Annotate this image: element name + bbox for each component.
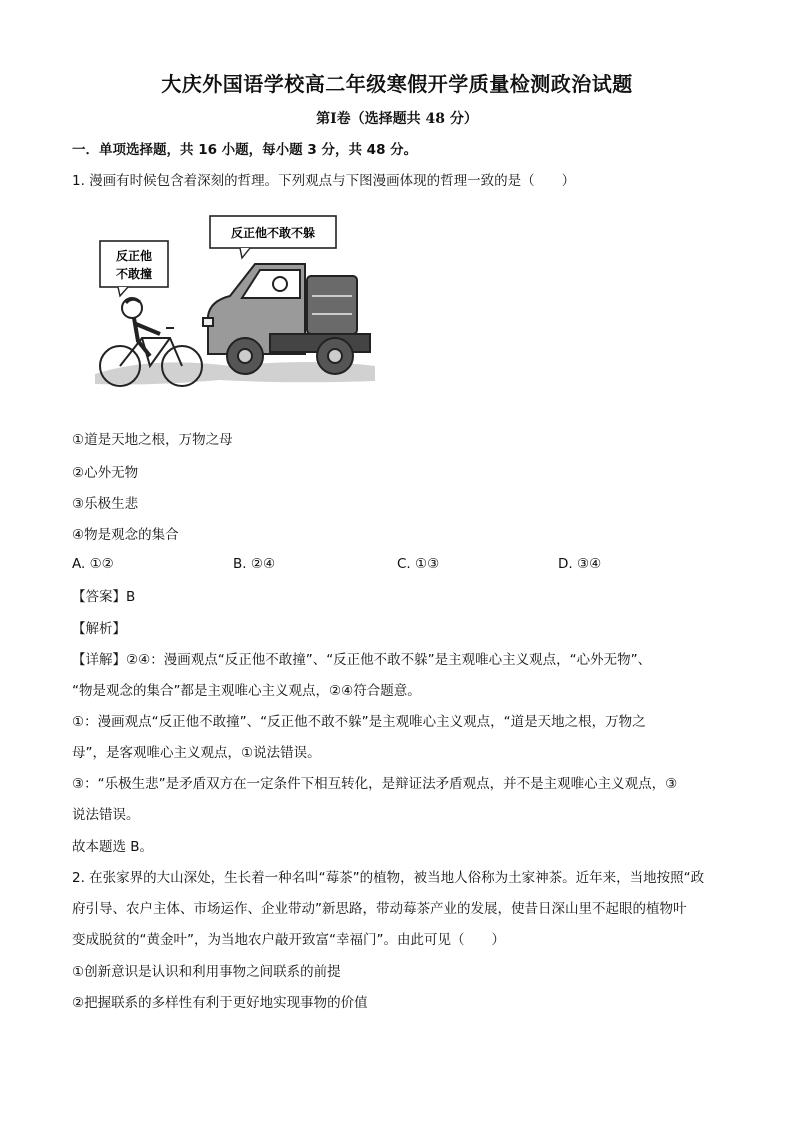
q1-statement-1: ①道是天地之根，万物之母 [72, 432, 233, 448]
volume-heading: 第Ⅰ卷（选择题共 48 分） [316, 111, 478, 127]
truck-figure [203, 264, 370, 374]
q2-stem-line-2: 府引导、农户主体、市场运作、企业带动”新思路，带动莓茶产业的发展，使昔日深山里不起眼的植物叶 [72, 901, 687, 917]
q1-answer: 【答案】B [72, 589, 136, 605]
q1-stem: 1. 漫画有时候包含着深刻的哲理。下列观点与下图漫画体现的哲理一致的是（ ） [72, 173, 576, 189]
q2-stem-line-1: 2. 在张家界的大山深处，生长着一种名叫“莓茶”的植物，被当地人俗称为土家神茶。近年来，当地按照“政 [72, 870, 705, 886]
q1-detail-line-6: 说法错误。 [72, 807, 140, 823]
q1-detail-line-1: 【详解】②④：漫画观点“反正他不敢撞”、“反正他不敢不躲”是主观唯心主义观点，“心外无物”、 [72, 652, 652, 668]
q1-option-b: B. ②④ [233, 556, 276, 572]
cyclist-bubble-line1: 反正他 [115, 249, 153, 263]
page-title: 大庆外国语学校高二年级寒假开学质量检测政治试题 [161, 72, 633, 96]
q1-statement-4: ④物是观念的集合 [72, 527, 179, 543]
cyclist-speech-bubble [100, 241, 168, 296]
cartoon-illustration [90, 206, 380, 401]
q1-option-d: D. ③④ [558, 556, 602, 572]
q1-option-a: A. ①② [72, 556, 114, 572]
cyclist-bubble-line2: 不敢撞 [115, 267, 153, 281]
q1-detail-line-5: ③：“乐极生悲”是矛盾双方在一定条件下相互转化，是辩证法矛盾观点，并不是主观唯心主义观点，③ [72, 776, 678, 792]
q1-detail-line-4: 母”，是客观唯心主义观点，①说法错误。 [72, 745, 321, 761]
q1-statement-2: ②心外无物 [72, 465, 139, 481]
q1-detail-line-7: 故本题选 B。 [72, 839, 154, 855]
q1-analysis-tag: 【解析】 [72, 621, 126, 637]
q2-statement-2: ②把握联系的多样性有利于更好地实现事物的价值 [72, 995, 368, 1011]
truck-bubble-text: 反正他不敢不躲 [230, 226, 316, 240]
q1-detail-line-2: “物是观念的集合”都是主观唯心主义观点，②④符合题意。 [72, 683, 421, 699]
q1-option-c: C. ①③ [397, 556, 440, 572]
q2-statement-1: ①创新意识是认识和利用事物之间联系的前提 [72, 964, 341, 980]
q2-stem-line-3: 变成脱贫的“黄金叶”，为当地农户敲开致富“幸福门”。由此可见（ ） [72, 932, 505, 948]
truck-speech-bubble [210, 216, 336, 258]
q1-statement-3: ③乐极生悲 [72, 496, 139, 512]
q1-detail-line-3: ①：漫画观点“反正他不敢撞”、“反正他不敢不躲”是主观唯心主义观点，“道是天地之根，万物之 [72, 714, 646, 730]
section-heading: 一．单项选择题，共 16 小题，每小题 3 分，共 48 分。 [72, 142, 418, 158]
